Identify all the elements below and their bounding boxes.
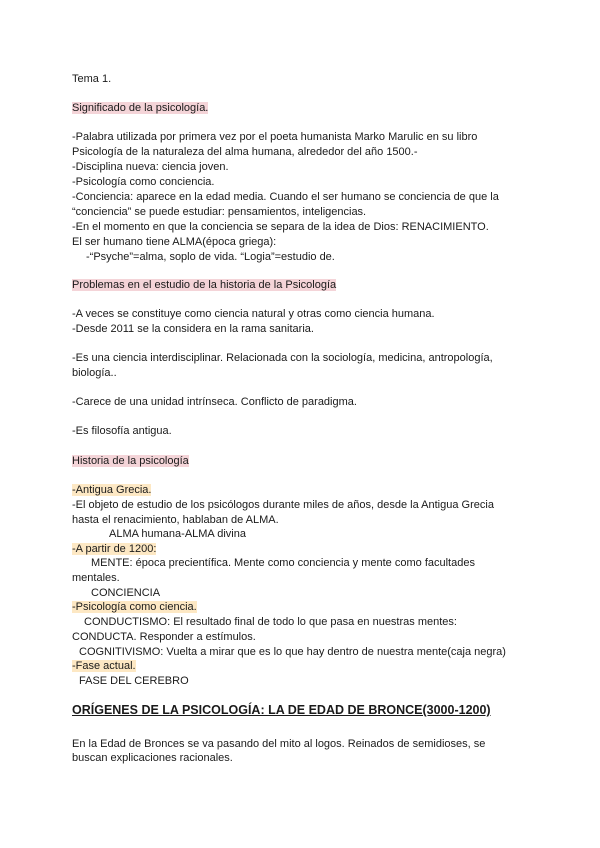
section-heading-text: Significado de la psicología. bbox=[72, 102, 209, 114]
paragraph-line: -Es una ciencia interdisciplinar. Relacionada con la sociología, medicina, antropología, bbox=[72, 352, 493, 364]
paragraph-line: Psicología de la naturaleza del alma humana, alrededor del año 1500.- bbox=[72, 146, 418, 158]
paragraph-line: -Psicología como conciencia. bbox=[72, 176, 215, 188]
doc-title: Tema 1. bbox=[72, 73, 112, 85]
paragraph-line: biología.. bbox=[72, 367, 117, 379]
paragraph-line: “conciencia” se puede estudiar: pensamientos, inteligencias. bbox=[72, 206, 367, 218]
paragraph-line: CONDUCTISMO: El resultado final de todo lo que pasa en nuestras mentes: bbox=[84, 616, 457, 628]
paragraph-line: mentales. bbox=[72, 572, 120, 584]
subsection-label bbox=[72, 600, 197, 614]
subsection-label-text: -Antigua Grecia. bbox=[72, 484, 152, 496]
section-heading-text: Historia de la psicología bbox=[72, 455, 189, 467]
paragraph-line: -Conciencia: aparece en la edad media. Cuando el ser humano se conciencia de que la bbox=[72, 191, 499, 203]
section-heading-text: Problemas en el estudio de la historia de la Psicología bbox=[72, 279, 337, 291]
paragraph-line: -“Psyche”=alma, soplo de vida. “Logia”=estudio de. bbox=[86, 251, 335, 263]
paragraph-line: -En el momento en que la conciencia se separa de la idea de Dios: RENACIMIENTO. bbox=[72, 221, 489, 233]
paragraph-line: -Es filosofía antigua. bbox=[72, 425, 172, 437]
section-heading bbox=[72, 101, 208, 115]
paragraph-line: -Desde 2011 se la considera en la rama sanitaria. bbox=[72, 323, 314, 335]
paragraph-line: -Disciplina nueva: ciencia joven. bbox=[72, 161, 229, 173]
paragraph-line: ALMA humana-ALMA divina bbox=[109, 528, 246, 540]
paragraph-line: -El objeto de estudio de los psicólogos durante miles de años, desde la Antigua Grecia bbox=[72, 499, 494, 511]
paragraph-line: buscan explicaciones racionales. bbox=[72, 752, 233, 764]
subsection-label-text: -A partir de 1200: bbox=[72, 543, 157, 555]
section-heading bbox=[72, 278, 336, 292]
section-heading bbox=[72, 454, 189, 468]
paragraph-line: -A veces se constituye como ciencia natural y otras como ciencia humana. bbox=[72, 308, 435, 320]
main-heading: ORÍGENES DE LA PSICOLOGÍA: LA DE EDAD DE BRONCE(3000-1200) bbox=[72, 703, 491, 717]
subsection-label-text: -Psicología como ciencia. bbox=[72, 601, 197, 613]
subsection-label-text: -Fase actual. bbox=[72, 660, 136, 672]
subsection-label bbox=[72, 542, 156, 556]
paragraph-line: CONCIENCIA bbox=[91, 587, 161, 599]
subsection-label bbox=[72, 659, 136, 673]
subsection-label bbox=[72, 483, 151, 497]
paragraph-line: FASE DEL CEREBRO bbox=[79, 675, 189, 687]
paragraph-line: hasta el renacimiento, hablaban de ALMA. bbox=[72, 514, 279, 526]
paragraph-line: El ser humano tiene ALMA(época griega): bbox=[72, 236, 277, 248]
paragraph-line: CONDUCTA. Responder a estímulos. bbox=[72, 631, 256, 643]
paragraph-line: COGNITIVISMO: Vuelta a mirar que es lo que hay dentro de nuestra mente(caja negra) bbox=[79, 646, 506, 658]
paragraph-line: -Palabra utilizada por primera vez por el poeta humanista Marko Marulic en su libro bbox=[72, 131, 478, 143]
paragraph-line: MENTE: época precientífica. Mente como conciencia y mente como facultades bbox=[91, 557, 475, 569]
paragraph-line: En la Edad de Bronces se va pasando del mito al logos. Reinados de semidioses, se bbox=[72, 738, 486, 750]
paragraph-line: -Carece de una unidad intrínseca. Conflicto de paradigma. bbox=[72, 396, 357, 408]
